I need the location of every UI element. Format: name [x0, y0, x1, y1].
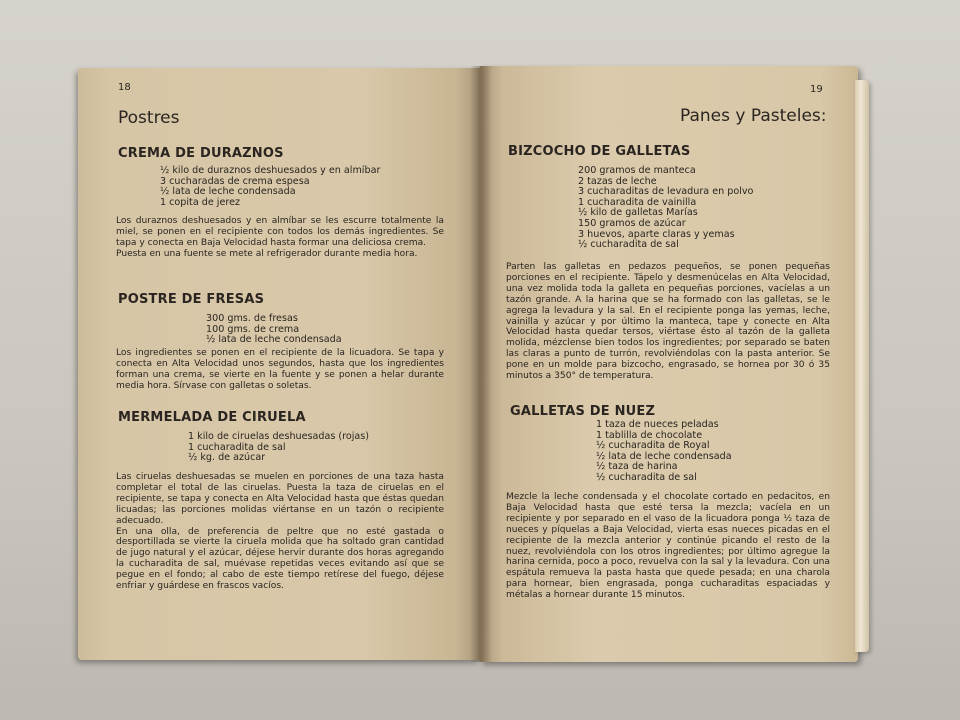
right-page — [480, 66, 858, 662]
left-page — [78, 68, 480, 660]
recipe-instructions — [116, 472, 444, 592]
ingredient: ½ kilo de galletas Marías — [578, 207, 698, 219]
recipe-instructions — [506, 492, 830, 601]
ingredient: 150 gramos de azúcar — [578, 217, 686, 229]
paragraph: Puesta en una fuente se mete al refrigerador durante media hora. — [116, 248, 418, 259]
recipe-instructions — [116, 216, 444, 260]
ingredient: ½ kilo de duraznos deshuesados y en almíbar — [160, 165, 381, 176]
ingredient: ½ lata de leche condensada — [596, 450, 732, 462]
recipe-title: GALLETAS DE NUEZ — [510, 404, 656, 419]
recipe-instructions — [506, 262, 830, 382]
ingredient: 1 tablilla de chocolate — [596, 429, 703, 441]
ingredient: 2 tazas de leche — [578, 175, 657, 187]
ingredient-list — [596, 420, 732, 484]
ingredient: 100 gms. de crema — [206, 323, 300, 335]
ingredient: 3 huevos, aparte claras y yemas — [578, 228, 735, 240]
page-edges — [855, 80, 869, 652]
ingredient: ½ cucharadita de sal — [596, 471, 697, 483]
ingredient-list — [188, 432, 369, 464]
ingredient: 1 cucharadita de sal — [188, 441, 286, 453]
recipe-title: BIZCOCHO DE GALLETAS — [508, 144, 691, 159]
recipe-title: POSTRE DE FRESAS — [118, 292, 265, 307]
ingredient-list — [160, 166, 380, 208]
ingredient: ½ taza de harina — [596, 461, 678, 473]
ingredient: ½ cucharadita de Royal — [596, 440, 710, 452]
ingredient: 1 copita de jerez — [160, 196, 241, 208]
ingredient: 1 taza de nueces peladas — [596, 419, 719, 430]
ingredient: ½ cucharadita de sal — [578, 239, 679, 251]
paragraph: En una olla, de preferencia de peltre que no esté gastada o desportillada se vierte la ciruela molida que ha soltado gran cantidad de jugo natural y el azúcar, déjese hervir durante dos horas agregando la cucharadita de sal, muévase repetidas veces evitando así que se pegue en el fondo; al cabo de este tiempo retírese del fuego, déjese enfriar y guárdese en frascos vacíos. — [116, 526, 444, 592]
ingredient: 200 gramos de manteca — [578, 165, 696, 176]
recipe-title: CREMA DE DURAZNOS — [118, 146, 284, 161]
paragraph: Los duraznos deshuesados y en almíbar se les escurre totalmente la miel, se ponen en el recipiente con todos los demás ingredientes. Se tapa y conecta en Baja Velocidad hasta formar una deliciosa crema. — [116, 216, 444, 248]
ingredient: 3 cucharadas de crema espesa — [160, 175, 310, 187]
section-title: Panes y Pasteles: — [680, 106, 827, 126]
section-title: Postres — [118, 108, 180, 128]
ingredient: ½ lata de leche condensada — [206, 334, 342, 346]
paragraph: Las ciruelas deshuesadas se muelen en porciones de una taza hasta completar el total de las ciruelas. Puesta la taza de ciruelas en el recipiente, se tapa y conecta en Alta Velocidad hasta que éstas quedan licuadas; las porciones molidas viértanse en un tazón o recipiente adecuado. — [116, 472, 444, 526]
paragraph: Los ingredientes se ponen en el recipiente de la licuadora. Se tapa y conecta en Alta Velocidad unos segundos, hasta que los ingredientes forman una crema, se vierte en la fuente y se ponen a helar durante media hora. Sírvase con galletas o soletas. — [116, 348, 444, 391]
ingredient-list — [578, 166, 753, 251]
paragraph: Parten las galletas en pedazos pequeños, se ponen pequeñas porciones en el recipiente. Tápelo y desmenúcelas en Alta Velocidad, una vez molida toda la galleta en pequeñas porciones, vacíelas a un tazón grande. A la harina que se ha formado con las galletas, se le agrega la levadura y la sal. En el recipiente ponga las yemas, leche, vainilla y azúcar y por último la manteca, tape y conecte en Alta Velocidad hasta quedar tersos, viértase ésto al tazón de la galleta molida, mézclense bien todos los ingredientes; por separado se baten las claras a punto de turrón, revolviéndolas con la pasta anterior. Se pone en un molde para bizcocho, engrasado, se hornea por 30 ó 35 minutos a 350° de temperatura. — [506, 262, 830, 382]
ingredient: 1 cucharadita de vainilla — [578, 196, 697, 208]
ingredient: 3 cucharaditas de levadura en polvo — [578, 186, 754, 198]
ingredient: 300 gms. de fresas — [206, 313, 298, 324]
page-number: 19 — [810, 84, 823, 95]
paragraph: Mezcle la leche condensada y el chocolate cortado en pedacitos, en Baja Velocidad hasta que esté tersa la mezcla; vacíela en un recipiente y por separado en el vaso de la licuadora ponga ½ taza de nueces y píquelas a Baja Velocidad, vierta esas nueces picadas en el recipiente de la mezcla anterior y continúe picando el resto de la nuez, revolviéndola con los otros ingredientes; por último agregue la harina cernida, poco a poco, revuelva con la sal y la levadura. Con una espátula remueva la pasta hasta que quede pesada; en una charola para hornear, bien engrasada, ponga cucharaditas espaciadas y métalas a hornear durante 15 minutos. — [506, 492, 830, 601]
ingredient-list — [206, 314, 342, 346]
book-spine — [470, 66, 492, 662]
ingredient: ½ lata de leche condensada — [160, 186, 296, 198]
recipe-title: MERMELADA DE CIRUELA — [118, 410, 306, 425]
page-number: 18 — [118, 82, 131, 93]
recipe-instructions — [116, 348, 444, 392]
ingredient: ½ kg. de azúcar — [188, 452, 266, 464]
ingredient: 1 kilo de ciruelas deshuesadas (rojas) — [188, 431, 370, 442]
